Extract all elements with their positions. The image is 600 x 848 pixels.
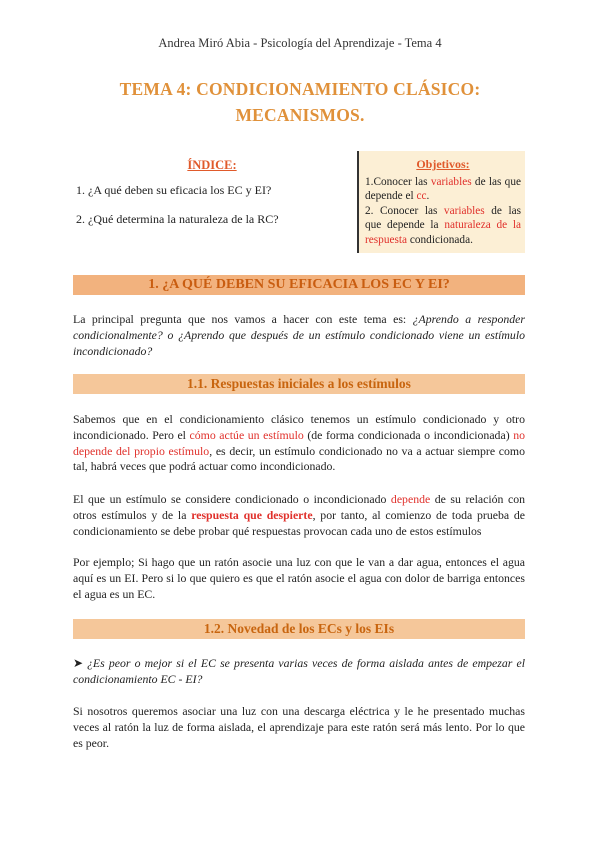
objective-2-text-e: condicionada. bbox=[407, 233, 473, 246]
p2-text-e: , por tanto, al comienzo de toda prueba de condicionamiento se debe probar qué respuestas provocan cada uno de estos estímulos bbox=[73, 507, 525, 538]
section-1-2-heading: 1.2. Novedad de los ECs y los EIs bbox=[73, 619, 525, 639]
p2-text-a: El que un estímulo se considere condicionado o incondicionado bbox=[73, 492, 391, 506]
title-line-2: MECANISMOS. bbox=[235, 105, 365, 125]
section-1-2-question bbox=[73, 656, 525, 688]
objective-1-highlight-variables: variables bbox=[430, 175, 472, 188]
objective-1-text-e: . bbox=[426, 190, 430, 202]
arrow-bullet-icon: ➤ bbox=[73, 656, 88, 670]
p1-text-c: (de forma condicionada o incondicionada) bbox=[303, 427, 514, 442]
objectives-heading: Objetivos: bbox=[416, 157, 470, 171]
objective-2-highlight-variables: variables bbox=[443, 204, 485, 217]
objective-2 bbox=[365, 204, 521, 248]
objectives-box bbox=[357, 151, 525, 253]
section-1-intro-plain: La principal pregunta que nos vamos a hacer con este tema es: bbox=[73, 312, 413, 326]
p2-highlight-b: depende bbox=[390, 492, 431, 506]
p1-text-e: , es decir, un estímulo condicionado no va a actuar siempre como tal, habrá veces que podrá actuar como incondicionado. bbox=[73, 443, 525, 474]
objective-1-text-a: 1.Conocer las bbox=[365, 175, 431, 188]
objective-2-text-a: 2. Conocer las bbox=[365, 204, 444, 217]
p2-text-c: de su relación con otros estímulos y de la bbox=[73, 492, 525, 522]
section-1-2-paragraph-1: Si nosotros queremos asociar una luz con una descarga eléctrica y le he presentado muchas veces al ratón la luz de forma aislada, el aprendizaje para este ratón será más lento. Por lo que es peor. bbox=[73, 704, 525, 750]
p1-highlight-d: no depende del propio estímulo bbox=[73, 427, 525, 458]
section-1-1-paragraph-2 bbox=[73, 492, 525, 539]
section-1-intro bbox=[73, 312, 525, 359]
section-1-1-paragraph-3: Por ejemplo; Si hago que un ratón asocie una luz con que le van a dar agua, entonces el agua aquí es un EI. Pero si lo que quiero es que el ratón asocie el agua con dolor de barriga entonces el agua es un EC. bbox=[73, 555, 525, 601]
p2-highlight-d: respuesta que despierte bbox=[191, 507, 313, 522]
p1-text-a: Sabemos que en el condicionamiento clásico tenemos un estímulo condicionado y otro incondicionado. Pero el bbox=[73, 412, 525, 442]
index-section bbox=[72, 158, 352, 241]
page-title bbox=[60, 76, 540, 128]
objective-1-highlight-cc: cc bbox=[416, 190, 427, 202]
title-line-1: TEMA 4: CONDICIONAMIENTO CLÁSICO: bbox=[119, 79, 481, 99]
objective-1-text-c: de las que depende el bbox=[365, 175, 521, 202]
section-1-1-heading: 1.1. Respuestas iniciales a los estímulos bbox=[73, 374, 525, 394]
index-item-1: 1. ¿A qué deben su eficacia los EC y EI? bbox=[76, 183, 272, 197]
objective-1 bbox=[365, 175, 521, 204]
section-1-1-paragraph-1 bbox=[73, 412, 525, 475]
section-1-heading: 1. ¿A QUÉ DEBEN SU EFICACIA LOS EC Y EI? bbox=[73, 275, 525, 295]
index-heading: ÍNDICE: bbox=[187, 158, 237, 172]
objective-2-text-c: de las que depende la bbox=[365, 204, 521, 231]
section-1-2-question-text: ¿Es peor o mejor si el EC se presenta varias veces de forma aislada antes de empezar el condicionamiento EC - EI? bbox=[73, 656, 525, 686]
section-1-intro-question: ¿Aprendo a responder condicionalmente? o ¿Aprendo que después de un estímulo condicionado viene un estímulo incondicionado? bbox=[73, 312, 525, 358]
p1-highlight-b: cómo actúe un estímulo bbox=[189, 427, 304, 442]
page-header: Andrea Miró Abia - Psicología del Aprendizaje - Tema 4 bbox=[158, 36, 442, 50]
objective-2-highlight-naturaleza: naturaleza de la respuesta bbox=[365, 219, 522, 246]
index-item-2: 2. ¿Qué determina la naturaleza de la RC? bbox=[76, 212, 279, 226]
